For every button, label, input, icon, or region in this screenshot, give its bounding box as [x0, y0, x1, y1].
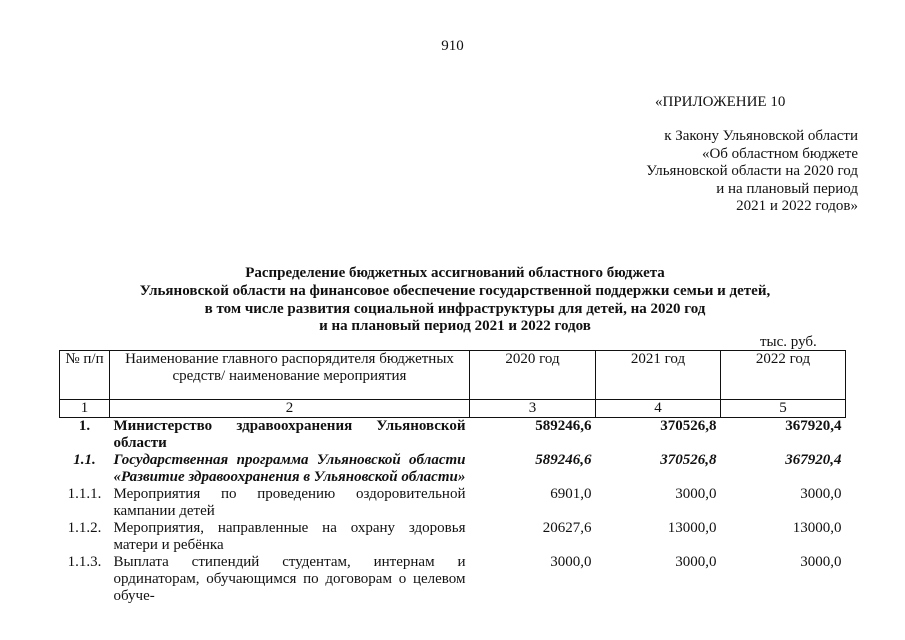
row-value-2021: 370526,8	[660, 452, 717, 468]
column-number-row	[60, 400, 846, 418]
row-name: Министерство здравоохранения Ульяновской области	[113, 418, 466, 451]
law-reference	[560, 128, 858, 216]
page-number: 910	[441, 38, 464, 54]
column-number: 4	[596, 400, 721, 418]
document-title	[100, 265, 810, 336]
row-value-2022: 367920,4	[785, 452, 842, 468]
row-number: 1.1.	[73, 452, 96, 468]
law-reference-line: и на плановый период	[716, 180, 858, 197]
column-number: 5	[721, 400, 846, 418]
row-number: 1.	[78, 418, 91, 434]
table-row	[60, 452, 846, 486]
header-name: Наименование главного распорядителя бюджетных средств/ наименование мероприятия	[110, 351, 470, 400]
law-reference-line: к Закону Ульяновской области	[664, 128, 858, 144]
column-number: 3	[470, 400, 596, 418]
row-name: Мероприятия, направленные на охрану здоровья матери и ребёнка	[113, 520, 466, 553]
budget-table	[59, 350, 846, 605]
table-row	[60, 520, 846, 554]
document-title-line: в том числе развития социальной инфраструктуры для детей, на 2020 год	[204, 300, 706, 317]
row-value-2022: 367920,4	[785, 418, 842, 434]
table-row	[60, 418, 846, 453]
row-value-2020: 20627,6	[542, 520, 592, 536]
header-2020: 2020 год	[470, 351, 596, 400]
header-num: № п/п	[60, 351, 110, 400]
row-value-2022: 3000,0	[800, 486, 842, 502]
row-number: 1.1.1.	[67, 486, 102, 502]
document-title-line: Распределение бюджетных ассигнований областного бюджета	[245, 265, 665, 281]
row-name: Государственная программа Ульяновской области «Развитие здравоохранения в Ульяновской области»	[113, 452, 466, 485]
law-reference-line: 2021 и 2022 годов»	[736, 198, 858, 214]
row-value-2020: 589246,6	[535, 418, 592, 434]
row-value-2021: 3000,0	[675, 554, 717, 570]
table-row	[60, 486, 846, 520]
column-number: 2	[110, 400, 470, 418]
appendix-title: «ПРИЛОЖЕНИЕ 10	[655, 94, 786, 110]
row-value-2020: 3000,0	[550, 554, 592, 570]
row-value-2021: 3000,0	[675, 486, 717, 502]
units-label: тыс. руб.	[760, 334, 817, 350]
header-2022: 2022 год	[721, 351, 846, 400]
row-value-2020: 589246,6	[535, 452, 592, 468]
row-number: 1.1.3.	[67, 554, 102, 570]
row-name: Выплата стипендий студентам, интернам и ординаторам, обучающимся по договорам о целевом обуче-	[113, 554, 466, 604]
row-name: Мероприятия по проведению оздоровительной кампании детей	[113, 486, 466, 519]
table-header-row	[60, 351, 846, 400]
row-number: 1.1.2.	[67, 520, 102, 536]
document-title-line: и на плановый период 2021 и 2022 годов	[319, 318, 591, 335]
header-2021: 2021 год	[596, 351, 721, 400]
table-row	[60, 554, 846, 605]
row-value-2020: 6901,0	[550, 486, 592, 502]
law-reference-line: Ульяновской области на 2020 год	[646, 163, 858, 179]
document-title-line: Ульяновской области на финансовое обеспечение государственной поддержки семьи и детей,	[139, 282, 771, 299]
row-value-2021: 13000,0	[667, 520, 717, 536]
law-reference-line: «Об областном бюджете	[701, 145, 858, 162]
column-number: 1	[60, 400, 110, 418]
row-value-2022: 3000,0	[800, 554, 842, 570]
row-value-2021: 370526,8	[660, 418, 717, 434]
row-value-2022: 13000,0	[792, 520, 842, 536]
